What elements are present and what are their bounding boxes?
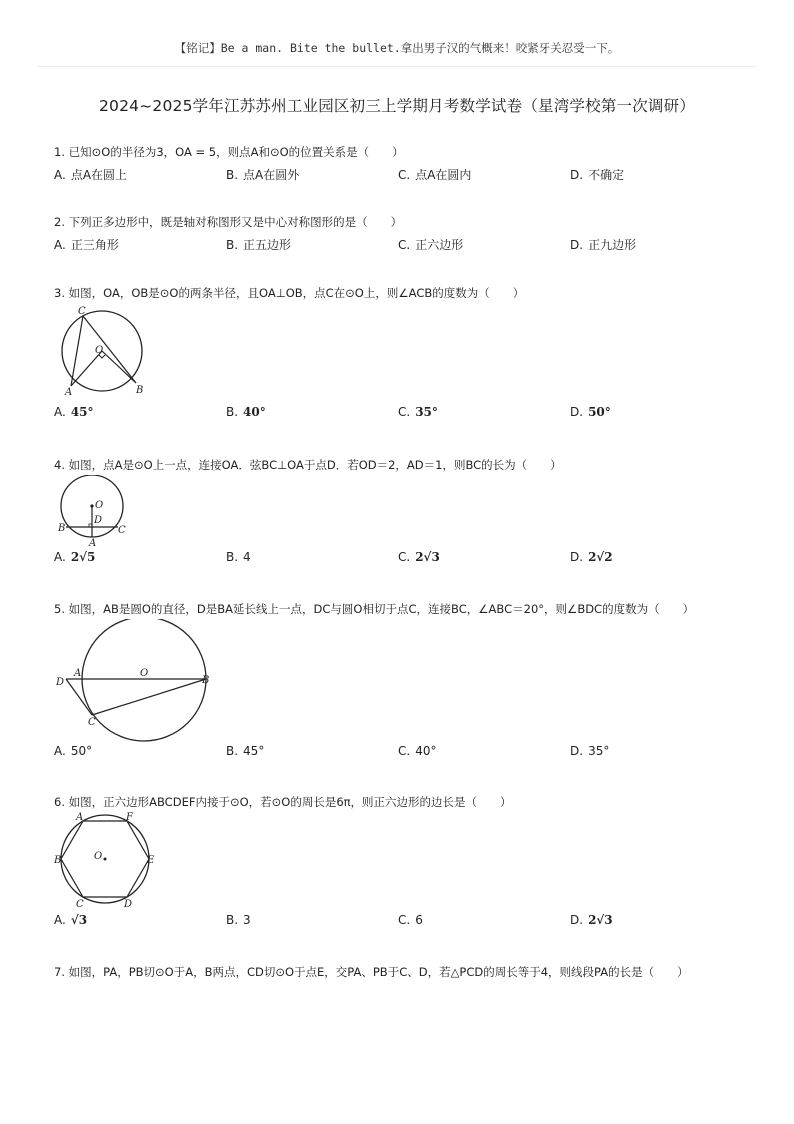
option-a[interactable]: A. 2√5	[54, 550, 96, 564]
option-b[interactable]: B. 40°	[226, 405, 266, 419]
option-c[interactable]: C. 2√3	[398, 550, 440, 564]
option-d[interactable]: D. 35°	[570, 744, 610, 758]
option-c[interactable]: C. 6	[398, 913, 423, 927]
question-stem: 6. 如图，正六边形ABCDEF内接于⊙O，若⊙O的周长是6π，则正六边形的边长是（ ）	[54, 795, 512, 809]
question-stem: 5. 如图，AB是圆O的直径，D是BA延长线上一点，DC与圆O相切于点C，连接BC，∠ABC＝20°，则∠BDC的度数为（ ）	[54, 602, 695, 616]
option-d[interactable]: D. 2√2	[570, 550, 613, 564]
svg-text:C: C	[78, 306, 86, 317]
svg-text:C: C	[76, 899, 84, 909]
option-a[interactable]: A. 50°	[54, 744, 93, 758]
header-motto: 【铭记】Be a man. Bite the bullet.拿出男子汉的气概来！咬紧牙关忍受一下。	[174, 41, 620, 55]
question-stem: 2. 下列正多边形中，既是轴对称图形又是中心对称图形的是（ ）	[54, 215, 403, 229]
svg-text:B: B	[58, 523, 66, 534]
svg-text:D: D	[124, 899, 133, 909]
svg-text:D: D	[56, 677, 65, 688]
svg-text:A: A	[65, 387, 73, 398]
svg-text:B: B	[54, 855, 62, 866]
page-title: 2024~2025学年江苏苏州工业园区初三上学期月考数学试卷（星湾学校第一次调研）	[98, 97, 696, 115]
svg-text:O: O	[94, 851, 103, 862]
option-a[interactable]: A. 45°	[54, 405, 94, 419]
figure-q3-circle-diagram	[54, 303, 154, 399]
option-row	[54, 236, 637, 254]
question-6	[54, 794, 512, 810]
option-d[interactable]: D. 正九边形	[570, 238, 637, 252]
question-stem: 7. 如图，PA，PB切⊙O于A，B两点，CD切⊙O于点E，交PA、PB于C、D，若△PCD的周长等于4，则线段PA的长是（ ）	[54, 965, 689, 979]
option-b[interactable]: B. 3	[226, 913, 251, 927]
figure-q4-circle-diagram	[56, 475, 136, 547]
question-2	[54, 214, 637, 254]
option-a[interactable]: A. 点A在圆上	[54, 168, 128, 182]
svg-text:A: A	[76, 812, 84, 823]
option-row	[54, 166, 625, 184]
question-5	[54, 601, 694, 617]
svg-text:C: C	[88, 717, 96, 728]
svg-text:B: B	[136, 385, 144, 396]
option-b[interactable]: B. 45°	[226, 744, 265, 758]
question-7	[54, 962, 744, 982]
question-stem: 3. 如图，OA，OB是⊙O的两条半径，且OA⊥OB，点C在⊙O上，则∠ACB的度数为（ ）	[54, 286, 525, 300]
option-c[interactable]: C. 正六边形	[398, 238, 464, 252]
svg-text:B: B	[202, 675, 210, 686]
svg-text:O: O	[140, 668, 149, 679]
svg-text:O: O	[95, 345, 104, 356]
question-4	[54, 457, 562, 473]
question-stem: 4. 如图，点A是⊙O上一点，连接OA．弦BC⊥OA于点D．若OD＝2，AD＝1，则BC的长为（ ）	[54, 458, 562, 472]
question-stem: 1. 已知⊙O的半径为3，OA = 5，则点A和⊙O的位置关系是（ ）	[54, 145, 404, 159]
figure-q5-circle-diagram	[52, 619, 222, 743]
option-a[interactable]: A. 正三角形	[54, 238, 119, 252]
option-b[interactable]: B. 4	[226, 550, 251, 564]
option-d[interactable]: D. 不确定	[570, 168, 625, 182]
svg-text:D: D	[94, 515, 103, 526]
option-d[interactable]: D. 50°	[570, 405, 611, 419]
option-b[interactable]: B. 点A在圆外	[226, 168, 300, 182]
svg-text:A: A	[89, 538, 97, 547]
svg-text:O: O	[95, 500, 104, 511]
svg-text:E: E	[147, 855, 155, 866]
option-a[interactable]: A. √3	[54, 913, 88, 927]
option-c[interactable]: C. 点A在圆内	[398, 168, 472, 182]
option-b[interactable]: B. 正五边形	[226, 238, 292, 252]
option-c[interactable]: C. 35°	[398, 405, 438, 419]
header-divider	[38, 66, 756, 67]
figure-q6-hexagon-diagram	[54, 811, 160, 909]
option-d[interactable]: D. 2√3	[570, 913, 613, 927]
option-c[interactable]: C. 40°	[398, 744, 437, 758]
question-3	[54, 285, 524, 301]
svg-text:C: C	[118, 525, 126, 536]
svg-text:A: A	[74, 668, 82, 679]
question-1	[54, 144, 625, 184]
svg-text:F: F	[126, 812, 133, 823]
